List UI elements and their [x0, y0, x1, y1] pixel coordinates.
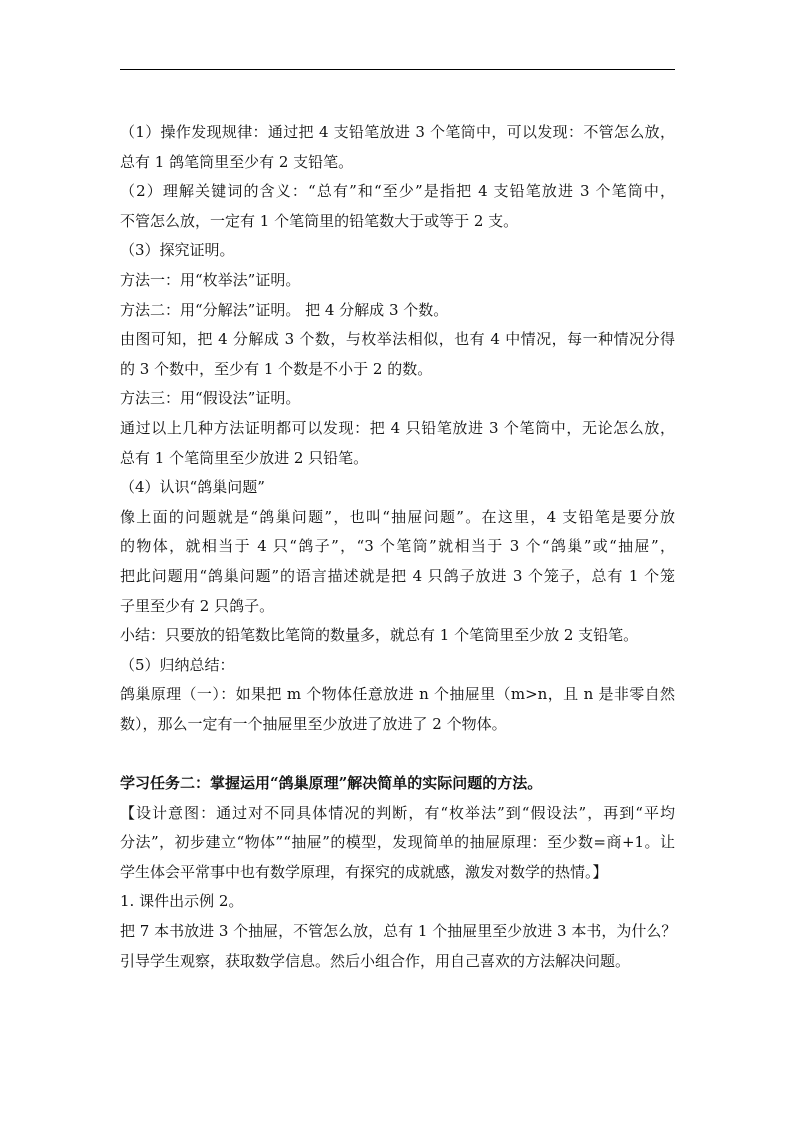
text-line: 引导学生观察，获取数学信息。然后小组合作，用自己喜欢的方法解决问题。 [120, 951, 631, 970]
text-line: （2）理解关键词的含义：“总有”和“至少”是指把 4 支铅笔放进 3 个笔筒中， [120, 182, 675, 201]
document-body [120, 118, 680, 976]
text-line: （3）探究证明。 [120, 241, 235, 260]
text-line: 分法”，初步建立“物体”“抽屉”的模型，发现简单的抽屉原理：至少数=商+1。让 [120, 833, 675, 852]
text-line: 1. 课件出示例 2。 [120, 892, 244, 911]
paragraph-gap [120, 739, 680, 769]
text-line: 子里至少有 2 只鸽子。 [120, 596, 275, 615]
text-line: 小结：只要放的铅笔数比笔筒的数量多，就总有 1 个笔筒里至少放 2 支铅笔。 [120, 626, 639, 645]
text-line: （1）操作发现规律：通过把 4 支铅笔放进 3 个笔筒中，可以发现：不管怎么放， [120, 123, 675, 141]
text-line: 数），那么一定有一个抽屉里至少放进了放进了 2 个物体。 [120, 714, 507, 733]
text-line: 方法二：用“分解法”证明。 把 4 分解成 3 个数。 [120, 300, 449, 319]
text-line: 不管怎么放，一定有 1 个笔筒里的铅笔数大于或等于 2 支。 [120, 211, 519, 230]
text-line: 学生体会平常事中也有数学原理，有探究的成就感，激发对数学的热情。】 [120, 862, 608, 881]
text-line: 像上面的问题就是“鸽巢问题”，也叫“抽屉问题”。在这里，4 支铅笔是要分放 [120, 507, 675, 526]
text-line: （4）认识“鸽巢问题” [120, 478, 265, 497]
text-line: 把 7 本书放进 3 个抽屉，不管怎么放，总有 1 个抽屉里至少放进 3 本书，为什么？ [120, 922, 677, 941]
text-line: 总有 1 个笔筒里至少放进 2 只铅笔。 [120, 448, 369, 467]
section-heading: 学习任务二：掌握运用“鸽巢原理”解决简单的实际问题的方法。 [120, 774, 543, 793]
text-line: 把此问题用“鸽巢问题”的语言描述就是把 4 只鸽子放进 3 个笼子，总有 1 个笼 [120, 566, 675, 585]
text-line: 的物体，就相当于 4 只“鸽子”，“3 个笔筒”就相当于 3 个“鸽巢”或“抽屉”， [120, 537, 675, 556]
text-line: 【设计意图：通过对不同具体情况的判断，有“枚举法”到“假设法”，再到“平均 [120, 803, 675, 822]
text-line: （5）归纳总结： [120, 655, 235, 674]
text-line: 鸽巢原理（一）：如果把 m 个物体任意放进 n 个抽屉里（m>n，且 n 是非零自然 [120, 685, 675, 704]
text-line: 由图可知，把 4 分解成 3 个数，与枚举法相似，也有 4 中情况，每一种情况分得 [120, 330, 675, 349]
text-line: 的 3 个数中，至少有 1 个数是不小于 2 的数。 [120, 359, 433, 378]
text-line: 方法三：用“假设法”证明。 [120, 389, 301, 408]
text-line: 方法一：用“枚举法”证明。 [120, 270, 301, 289]
header-rule [120, 69, 675, 70]
text-line: 通过以上几种方法证明都可以发现：把 4 只铅笔放进 3 个笔筒中，无论怎么放， [120, 418, 675, 437]
text-line: 总有 1 鸽笔筒里至少有 2 支铅笔。 [120, 152, 354, 171]
